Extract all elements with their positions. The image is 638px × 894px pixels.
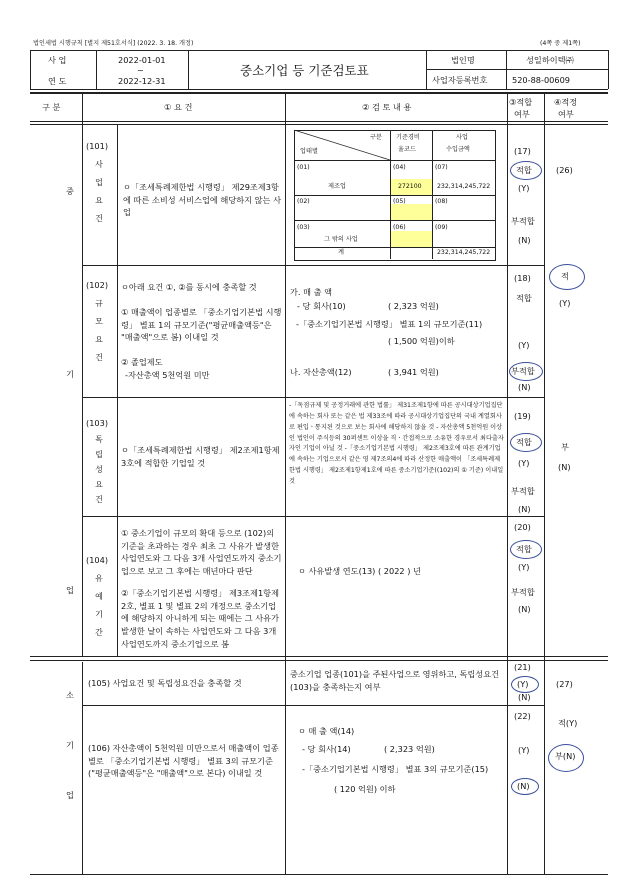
btbl-c05: (05) [393, 198, 406, 205]
row105-review: 중소기업 업종(101)을 주된사업으로 영위하고, 독립성요건(103)을 충족하는지 여부 [290, 669, 500, 692]
row102-req2: ② 졸업제도 [121, 357, 163, 367]
row103-code: (103) [86, 418, 109, 428]
bizno-label: 사업자등록번호 [432, 75, 488, 85]
side-label-eop2: 업 [66, 790, 74, 800]
row101-unfit: 부적합 [511, 216, 535, 226]
row106-fit-code: (22) [514, 711, 531, 721]
row102-sales-standard-amount: ( 1,500 억원)이하 [388, 336, 455, 346]
row102-req1: ① 매출액이 업종별로 「중소기업기본법 시행령」 별표 1의 규모기준("평균매출액등"은 "매출액"으로 봄) 이내일 것 [121, 307, 282, 343]
col-line-category [82, 94, 83, 656]
btbl-std-a: 기준경비 [396, 134, 420, 141]
row101-requirement: ㅇ「조세특례제한법 시행령」 제29조제3항에 따른 소비성 서비스업에 해당하지 않는 사업 [123, 182, 281, 218]
period-start: 2022-01-01 [118, 55, 166, 65]
side-label-so: 소 [66, 690, 74, 700]
row101-vertical-label: 사 업 요 건 [95, 160, 103, 223]
row104-y: (Y) [518, 562, 530, 572]
row103-fit: 적합 [516, 437, 532, 447]
row106-sales-standard: -「중소기업기본법 시행령」 별표 3의 규모기준(15) [302, 764, 489, 774]
btbl-gubun: 구분 [370, 134, 382, 141]
btbl-amt1: 232,314,245,722 [437, 183, 491, 190]
col-header-fit4-b: 여부 [558, 109, 574, 119]
side-label-gi2: 기 [66, 740, 74, 750]
row102-adequacy: 적 [561, 271, 569, 281]
row102-unfit: 부적합 [511, 366, 535, 376]
row-sep-102 [82, 397, 544, 398]
btbl-c07: (07) [435, 164, 448, 171]
row101-y: (Y) [518, 183, 530, 193]
period-tilde: ~ [137, 65, 144, 75]
row103-requirement: ㅇ「조세특례제한법 시행령」 제2조제1항제3호에 적합한 기업일 것 [121, 445, 280, 468]
header-left-border [30, 50, 31, 89]
btbl-c08: (08) [435, 198, 448, 205]
btbl-mfg: 제조업 [328, 183, 346, 190]
row101-code: (101) [86, 141, 109, 151]
business-year-label: 사 업 [48, 55, 67, 65]
row102-y: (Y) [518, 340, 530, 350]
row105-y: (Y) [517, 679, 529, 689]
btbl-c09: (09) [435, 224, 448, 231]
row103-vertical-label: 독 립 성 요 건 [95, 435, 103, 504]
btbl-c03: (03) [297, 224, 310, 231]
row102-n: (N) [518, 382, 531, 392]
row102-asset-amount: ( 3,941 억원) [388, 367, 439, 377]
row106-sales-amount: ( 2,323 억원) [384, 744, 435, 754]
row106-sales-line: - 당 회사(14) [302, 744, 351, 754]
page-indicator: (4쪽 중 제1쪽) [540, 40, 581, 47]
row104-vertical-label: 유 예 기 간 [95, 574, 103, 637]
row102-fit-code: (18) [514, 273, 531, 283]
btbl-h1 [294, 160, 495, 161]
row102-asset-line: 나. 자산총액(12) [290, 367, 352, 377]
header-mid-line [426, 69, 608, 70]
row-sep-104 [30, 656, 608, 657]
row103-n: (N) [518, 504, 531, 514]
col-line-review [507, 94, 508, 874]
header-right-border [608, 50, 609, 89]
row104-req2: ②「중소기업기본법 시행령」 제3조제1항제2호, 별표 1 및 별표 2의 개정으로 중소기업에 해당하지 아니하게 되는 때에는 그 사유가 발생한 날이 속하는 사업연도와 그 다음 3개 사업연도까지 중소기업으로 봄 [121, 588, 279, 649]
col-header-fit3-b: 여부 [514, 109, 530, 119]
btbl-rev-b: 수입금액 [446, 146, 470, 153]
row105-requirement: (105) 사업요건 및 독립성요건을 충족할 것 [88, 678, 242, 688]
btbl-h2 [294, 195, 495, 196]
row105-n: (N) [518, 692, 531, 702]
table-bottom-border [30, 874, 608, 875]
row104-fit: 적합 [516, 544, 532, 554]
regulation-reference: 법인세법 시행규칙 [별지 제51호서식] (2022. 3. 18. 개정) [33, 40, 194, 47]
side-label-gi: 기 [66, 369, 74, 379]
row103-y: (Y) [518, 458, 530, 468]
btbl-code3-highlight [391, 231, 432, 247]
row106-adequacy-y: 적(Y) [558, 718, 578, 728]
btbl-code2-highlight [391, 204, 432, 220]
col-header-fit3-a: ③적합 [509, 97, 533, 107]
btbl-code1: 272100 [398, 183, 422, 190]
side-label-eop: 업 [66, 585, 74, 595]
row102-vertical-label: 규 모 요 건 [95, 299, 103, 362]
corp-name-label: 법인명 [451, 55, 475, 65]
header-bottom-border [30, 89, 608, 90]
btbl-total: 계 [338, 249, 344, 256]
row104-unfit: 부적합 [511, 587, 535, 597]
page-title: 중소기업 등 기준검토표 [240, 63, 369, 78]
row106-requirement: (106) 자산총액이 5천억원 미만으로서 매출액이 업종별로 「중소기업기본법 시행령」 별표 3의 규모기준("평균매출액등"은 "매출액"으로 본다) 이내일 것 [88, 743, 279, 779]
year-label: 연 도 [48, 76, 67, 86]
row105-fit-code: (21) [514, 662, 531, 672]
row-sep-103 [82, 516, 544, 517]
row104-n: (N) [518, 604, 531, 614]
row104-code: (104) [86, 555, 109, 565]
btbl-c01: (01) [297, 164, 310, 171]
bizno: 520-88-00609 [512, 75, 571, 85]
col-line-fit3 [544, 94, 545, 874]
row106-sales-head: ㅇ 매 출 액(14) [298, 726, 355, 736]
row105-adequacy: (27) [556, 679, 573, 689]
row102-sales-head: 가. 매 출 액 [290, 287, 333, 297]
row102-sales-line: - 당 회사(10) [297, 301, 346, 311]
col-line-sub [117, 124, 118, 656]
header-divider-2 [188, 50, 189, 89]
row102-sales-amount: ( 2,323 억원) [388, 301, 439, 311]
corp-name: 성일하이텍㈜ [526, 55, 574, 65]
btbl-std-b: 율코드 [398, 146, 416, 153]
btbl-h4 [294, 247, 495, 248]
row102-fit: 적합 [516, 293, 532, 303]
row-sep-101 [82, 265, 544, 266]
btbl-rev-a: 사업 [456, 134, 468, 141]
row104-fit-code: (20) [514, 522, 531, 532]
header-divider-1 [96, 50, 97, 89]
row101-n: (N) [518, 235, 531, 245]
table-top-border [30, 92, 608, 94]
btbl-c02: (02) [297, 198, 310, 205]
row103-adequacy: 부 [561, 442, 569, 452]
btbl-h3 [294, 220, 495, 221]
row101-adequacy: (26) [556, 165, 573, 175]
col-header-requirement: ① 요 건 [164, 102, 193, 112]
row102-sales-standard: -「중소기업기본법 시행령」 별표 1의 규모기준(11) [296, 319, 483, 329]
row106-sales-standard-amount: ( 120 억원) 이하 [334, 784, 396, 794]
col-header-category: 구 분 [42, 102, 61, 112]
btbl-c04: (04) [393, 164, 406, 171]
row102-req2b: -자산총액 5천억원 미만 [125, 370, 210, 380]
header-top-border [30, 50, 608, 51]
row104-req1: ① 중소기업이 규모의 확대 등으로 (102)의 기준을 초과하는 경우 최초 그 사유가 발생한 사업연도와 그 다음 3개 사업연도까지 중소기업으로 보고 그 후에는 매년마다 판단 [121, 528, 282, 577]
btbl-other: 그 밖의 사업 [324, 236, 358, 243]
row103-unfit: 부적합 [511, 486, 535, 496]
btbl-c06: (06) [393, 224, 406, 231]
btbl-industry: 업태별 [300, 148, 318, 155]
row103-review: -「독점규제 및 공정거래에 관한 법률」 제31조제1항에 따른 공시대상기업집단에 속하는 회사 또는 같은 법 제33조에 따라 공시대상기업집단의 국내 계열회사로 편입ㆍ통지된 것으로 보는 회사에 해당하지 않을 것 - 자산총액 5천억원 이상인 법인이 주식등의 30퍼센트 이상을 직ㆍ간접적으로 소유한 경우로서 최다출자자인 기업이 아닐 것 -「중소기업기본법 시행령」 제2조제3호에 따른 관계기업에 속하는 기업으로서 같은 영 제7조의4에 따라 산정한 매출액이 「조세특례제한법 시행령」 제2조제1항제1호에 따른 중소기업기준((102)의 ① 기준) 이내일 것 [289, 402, 504, 485]
row-sep-105 [82, 705, 544, 706]
row104-review: ㅇ 사유발생 연도(13) ( 2022 ) 년 [298, 566, 421, 576]
col-header-review: ② 검 토 내 용 [362, 102, 412, 112]
row102-adequacy-y: (Y) [559, 298, 571, 308]
row106-n: (N) [517, 781, 530, 791]
row106-y: (Y) [518, 745, 530, 755]
col-line-category-lower [82, 662, 83, 874]
row-sep-104-double [30, 660, 608, 661]
row102-req-head: ㅇ아래 요건 ①, ②를 동시에 충족할 것 [121, 282, 257, 292]
row101-fit: 적합 [516, 165, 532, 175]
column-header-bottom [30, 121, 608, 122]
col-line-req [285, 94, 286, 874]
col-header-fit4-a: ④적정 [554, 97, 578, 107]
row106-adequacy-n: 부(N) [555, 751, 576, 761]
btbl-amt-total: 232,314,245,722 [437, 249, 491, 256]
row103-fit-code: (19) [514, 411, 531, 421]
side-label-jung: 중 [66, 186, 74, 196]
period-end: 2022-12-31 [118, 76, 166, 86]
row101-fit-code: (17) [514, 146, 531, 156]
row103-adequacy-n: (N) [558, 462, 571, 472]
row102-code: (102) [86, 280, 109, 290]
